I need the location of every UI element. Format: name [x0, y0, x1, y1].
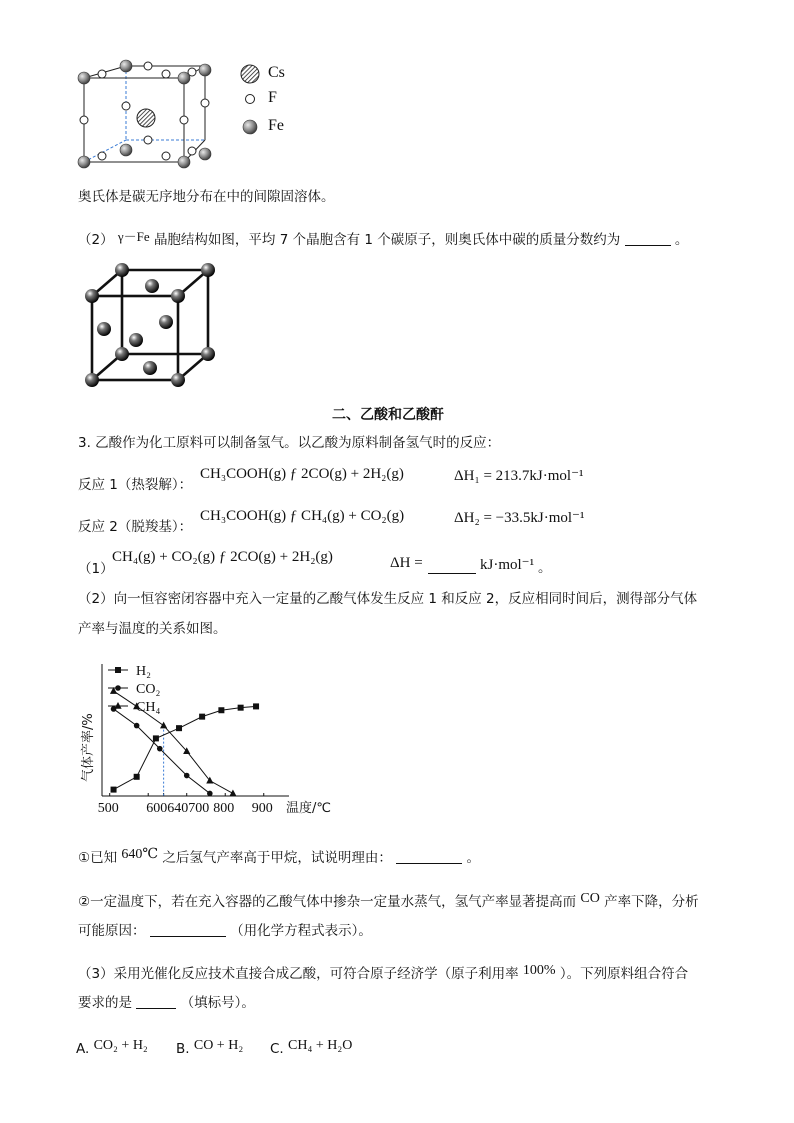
question-3-1-dh-label: ΔH = — [390, 555, 423, 571]
question-3-1-end: 。 — [538, 560, 552, 576]
series-0-point-7 — [253, 703, 259, 709]
question-3-2-b-text-a: ②一定温度下，若在充入容器的乙酸气体中掺杂一定量水蒸气，氢气产率显著提高而 — [78, 894, 577, 910]
gas-yield-chart — [78, 660, 368, 825]
series-2-point-5 — [229, 789, 236, 796]
series-0-point-2 — [153, 735, 159, 741]
question-3-2-b-line-1 — [78, 890, 699, 911]
reaction-1-equation: CH₃COOH(g) ƒ 2CO(g) + 2H₂(g) — [200, 466, 404, 482]
option-a-label: A. — [76, 1041, 90, 1057]
answer-blank-q2[interactable] — [625, 231, 671, 246]
series-line-2 — [114, 691, 233, 793]
question-3-2-a-line — [78, 846, 480, 867]
answer-blank-q3-1[interactable] — [428, 559, 476, 574]
cs-legend-label: Cs — [268, 64, 285, 81]
question-3-3-line-1 — [78, 962, 688, 983]
question-3-2-b-line-2 — [78, 922, 372, 940]
figure-1-legend — [238, 62, 318, 142]
x-tick-label-2: 800 — [213, 801, 235, 816]
series-0-point-0 — [111, 787, 117, 793]
series-0-point-4 — [199, 714, 205, 720]
x-tick-label-1: 600640700 — [146, 801, 210, 816]
x-axis-label: 温度/℃ — [286, 801, 331, 816]
x-tick-label-0: 500 — [97, 801, 119, 816]
legend-label-0: H₂ — [136, 664, 151, 679]
series-0-point-5 — [218, 707, 224, 713]
option-b-formula: CO + H₂ — [193, 1038, 244, 1053]
fe-legend-icon — [241, 118, 259, 136]
series-0-point-1 — [134, 774, 140, 780]
series-2-point-2 — [160, 722, 167, 729]
series-1-point-3 — [184, 773, 190, 779]
question-3-2-b-text-c: 可能原因： — [78, 923, 146, 939]
question-3-3-text-d: （填标号）。 — [180, 995, 255, 1011]
reaction-1-label: 反应 1（热裂解）： — [78, 477, 193, 493]
percent-100: 100% — [522, 963, 556, 978]
cs-legend-icon — [238, 62, 262, 86]
co-formula: CO — [580, 891, 600, 906]
section-title: 二、乙酸和乙酸酐 — [332, 407, 444, 423]
question-3-2-line-1: （2）向一恒容密闭容器中充入一定量的乙酸气体发生反应 1 和反应 2，反应相同时间后，测得部分气体 — [78, 591, 698, 607]
question-2-prefix: （2） — [78, 232, 114, 248]
question-3-2-b-text-d: （用化学方程式表示）。 — [230, 923, 372, 939]
question-3-2-line-2: 产率与温度的关系如图。 — [78, 621, 227, 637]
question-3-2-a-text: 之后氢气产率高于甲烷，试说明理由： — [162, 850, 392, 866]
option-a[interactable] — [76, 1036, 148, 1058]
legend-label-2: CH₄ — [136, 700, 161, 715]
option-c-label: C. — [270, 1041, 284, 1057]
question-2-line — [78, 228, 688, 249]
series-line-1 — [114, 709, 210, 793]
gamma-fe-label: γ－Fe — [117, 229, 150, 244]
reaction-2-enthalpy: ΔH₂ = −33.5kJ·mol⁻¹ — [454, 510, 585, 526]
question-3-2-a-prefix: ①已知 — [78, 850, 118, 866]
legend-marker-1 — [115, 685, 121, 691]
series-0-point-3 — [176, 725, 182, 731]
reaction-2-label: 反应 2（脱羧基）： — [78, 519, 193, 535]
question-3-3-text-b: ）。下列原料组合符合 — [559, 966, 689, 982]
question-2-text: 晶胞结构如图，平均 7 个晶胞含有 1 个碳原子，则奥氏体中碳的质量分数约为 — [153, 232, 621, 248]
series-1-point-4 — [207, 791, 213, 797]
legend-label-1: CO₂ — [136, 682, 161, 697]
legend-marker-0 — [115, 667, 121, 673]
f-legend-label: F — [268, 89, 277, 106]
legend-marker-2 — [114, 702, 121, 709]
x-tick-label-3: 900 — [251, 801, 273, 816]
option-b[interactable] — [176, 1036, 243, 1058]
series-1-point-2 — [157, 746, 163, 752]
series-0-point-6 — [238, 705, 244, 711]
fcc-cell-figure-2 — [80, 258, 220, 390]
option-c[interactable] — [270, 1036, 352, 1058]
question-3-2-a-end: 。 — [466, 850, 480, 866]
y-axis-label: 气体产率/% — [81, 713, 96, 782]
series-1-point-1 — [134, 723, 140, 729]
reaction-2-equation: CH₃COOH(g) ƒ CH₄(g) + CO₂(g) — [200, 508, 405, 524]
crystal-cell-figure-1 — [70, 58, 230, 178]
answer-blank-q3-2-a[interactable] — [396, 849, 462, 864]
f-legend-icon — [243, 92, 257, 106]
chart-svg — [78, 660, 368, 825]
cs-atom — [137, 109, 155, 127]
option-c-formula: CH₄ + H₂O — [288, 1038, 353, 1053]
question-3-3-text-c: 要求的是 — [78, 995, 132, 1011]
fe-legend-label: Fe — [268, 117, 284, 134]
temperature-640: 640℃ — [121, 847, 159, 862]
option-b-label: B. — [176, 1041, 190, 1057]
answer-blank-q3-3[interactable] — [136, 994, 176, 1009]
question-2-end: 。 — [674, 232, 689, 248]
question-3-2-b-text-b: 产率下降，分析 — [604, 894, 699, 910]
question-3-1-prefix: （1） — [78, 561, 114, 577]
question-3-3-text-a: （3）采用光催化反应技术直接合成乙酸，可符合原子经济学（原子利用率 — [78, 966, 519, 982]
reaction-1-enthalpy: ΔH₁ = 213.7kJ·mol⁻¹ — [454, 468, 584, 484]
question-3-1-unit: kJ·mol⁻¹ — [480, 557, 535, 573]
question-3-intro: 3. 乙酸作为化工原料可以制备氢气。以乙酸为原料制备氢气时的反应： — [78, 435, 501, 451]
question-3-3-line-2 — [78, 994, 255, 1012]
austenite-definition: 奥氏体是碳无序地分布在中的间隙固溶体。 — [78, 189, 335, 205]
question-3-1-equation: CH₄(g) + CO₂(g) ƒ 2CO(g) + 2H₂(g) — [112, 549, 333, 565]
option-a-formula: CO₂ + H₂ — [93, 1038, 148, 1053]
answer-blank-q3-2-b[interactable] — [150, 922, 226, 937]
